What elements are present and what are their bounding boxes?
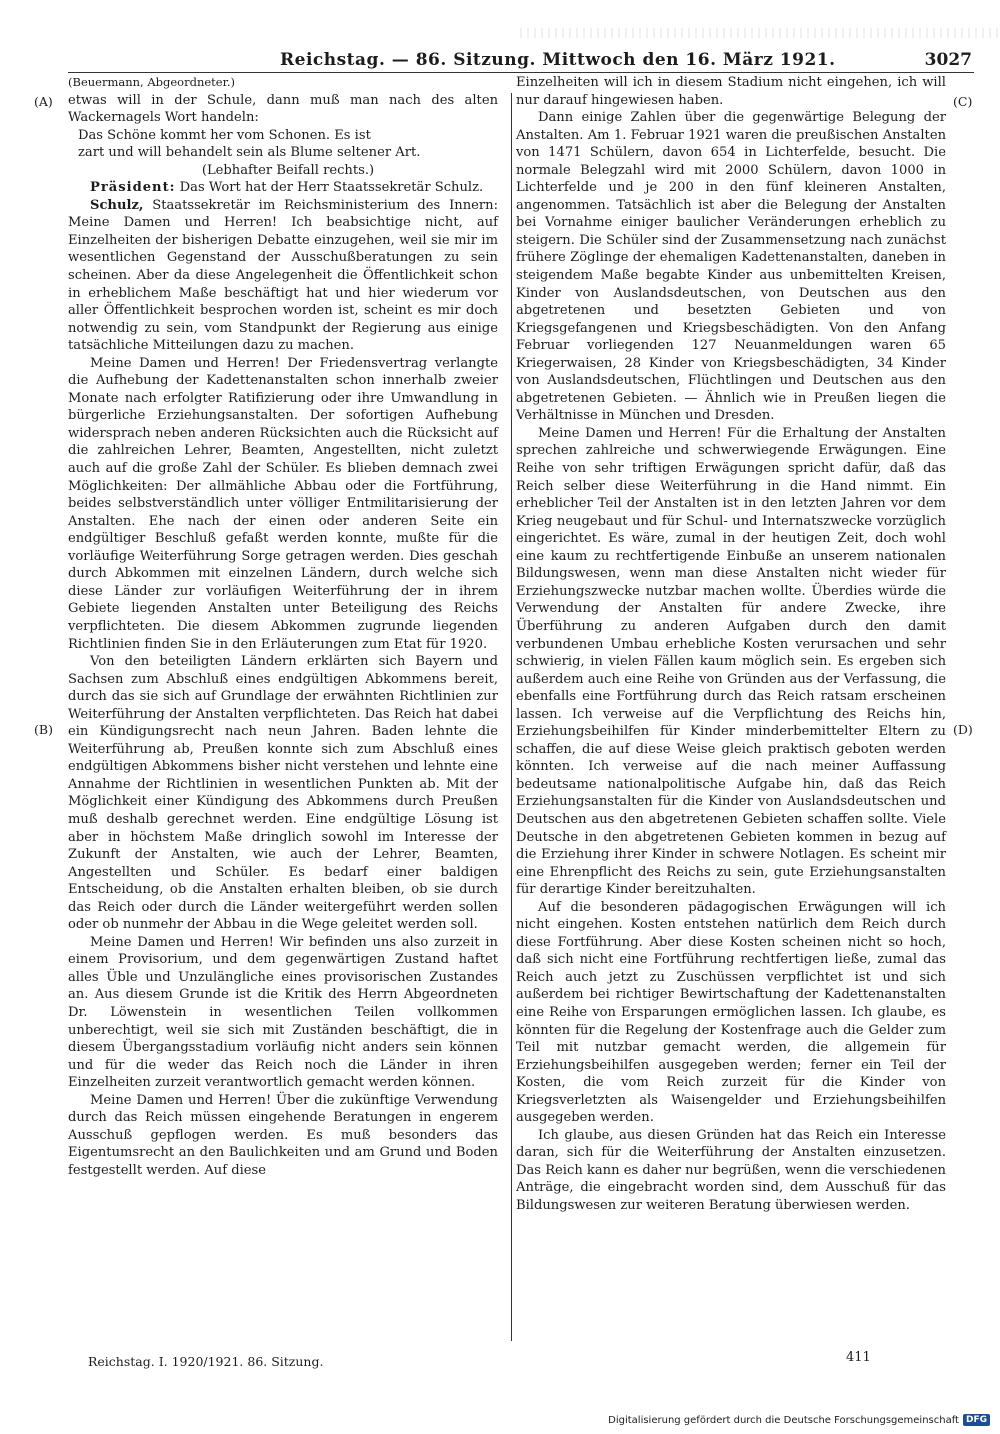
margin-marker-b: (B) (34, 722, 53, 737)
paragraph (68, 197, 498, 355)
paragraph: Meine Damen und Herren! Über die zukünftige Verwendung durch das Reich müssen eingehende Beratungen in engerem Ausschuß gepflogen werden. Es muß besonders das Eigentumsrecht an den Baulichkeiten und am Grund und Boden festgestellt werden. Auf diese (68, 1092, 498, 1178)
page-number: 3027 (924, 50, 972, 70)
column-divider (511, 93, 512, 1341)
paragraph-text: Staatssekretär im Reichsministerium des Innern: Meine Damen und Herren! Ich beabsichtige nicht, auf Einzelheiten der bisherigen Debatte einzugehen, weil sie mir im wesentlichen Gegenstand der Ausschußberatungen zu sein scheinen. Aber da diese Angelegenheit die Öffentlichkeit schon in erheblichem Maße beschäftigt hat und hier wiederum vor aller Öffentlichkeit besprochen worden ist, scheint es mir doch notwendig zu sein, vom Standpunkt der Regierung aus einige tatsächliche Mitteilungen dazu zu machen. (68, 197, 498, 354)
margin-marker-a: (A) (34, 94, 53, 109)
scan-artifact (520, 28, 1000, 38)
digitization-text: Digitalisierung gefördert durch die Deutsche Forschungsgemeinschaft (608, 1414, 959, 1426)
paragraph: Dann einige Zahlen über die gegenwärtige Belegung der Anstalten. Am 1. Februar 1921 waren die preußischen Anstalten von 1471 Schülern, davon 654 in Lichterfelde, besucht. Die normale Belegzahl wird mit 2000 Schülern, davon 1000 in Lichterfelde und je 200 in den fünf kleineren Anstalten, angenommen. Tatsächlich ist aber die Belegung der Anstalten bei Vornahme einiger baulicher Veränderungen erheblich zu steigern. Die Schüler sind der Zusammensetzung nach zunächst frühere Zöglinge der ehemaligen Kadettenanstalten, daneben in steigendem Maße begabte Kinder aus unbemittelten Kreisen, Kinder von Auslandsdeutschen, von Deutschen aus den abgetretenen und besetzten Gebieten und von Kriegsgefangenen und Kriegsbeschädigten. Von den Anfang Februar vorliegenden 127 Neuanmeldungen waren 65 Kriegerwaisen, 28 Kinder von Kriegsbeschädigten, 34 Kinder von Auslandsdeutschen, Flüchtlingen und Deutschen aus den abgetretenen Gebieten. — Ähnlich wie in Preußen liegen die Verhältnisse in München und Dresden. (516, 110, 946, 424)
paragraph: Einzelheiten will ich in diesem Stadium nicht eingehen, ich will nur darauf hingewiesen haben. (516, 75, 946, 108)
paragraph: Von den beteiligten Ländern erklärten sich Bayern und Sachsen zum Abschluß eines endgültigen Abkommens bereit, durch das sie sich auf Grundlage der erwähnten Richtlinien zur Weiterführung der Anstalten verpflichteten. Das Reich hat dabei ein Kündigungsrecht nach neun Jahren. Baden lehnte die Weiterführung ab, Preußen konnte sich zum Abschluß eines endgültigen Abkommens bisher nicht verstehen und lehnte eine Annahme der Richtlinien in wesentlichen Punkten ab. Mit der Möglichkeit einer Kündigung des Abkommens durch Preußen muß deshalb gerechnet werden. Eine endgültige Lösung ist aber in höchstem Maße dringlich sowohl im Interesse der Zukunft der Anstalten, wie auch der Lehrer, Beamten, Angestellten und Schüler. Es bedarf einer baldigen Entscheidung, ob die Anstalten erhalten bleiben, ob sie durch das Reich oder durch die Länder weitergeführt werden sollen oder ob nunmehr der Abbau in die Wege geleitet werden soll. (68, 654, 498, 933)
paragraph: Meine Damen und Herren! Wir befinden uns also zurzeit in einem Provisorium, und dem gegenwärtigen Zustand haftet alles Üble und Unzulängliche eines provisorischen Zustandes an. Aus diesem Grunde ist die Kritik des Herrn Abgeordneten Dr. Löwenstein in wesentlichen Teilen vollkommen unberechtigt, weil sie sich mit Zuständen beschäftigt, die in diesem Übergangsstadium vorläufig nicht anders sein können und für die weder das Reich noch die Länder in ihren Einzelheiten zurzeit verantwortlich gemacht werden können. (68, 934, 498, 1091)
paragraph: etwas will in der Schule, dann muß man nach des alten Wackernagels Wort handeln: (68, 92, 498, 126)
quotation (68, 127, 498, 180)
quote-line: (Lebhafter Beifall rechts.) (201, 162, 375, 178)
speaker-name: Präsident: (90, 180, 176, 196)
margin-marker-d: (D) (953, 722, 973, 737)
paragraph-text: Das Wort hat der Herr Staatssekretär Schulz. (179, 180, 484, 196)
paragraph: Meine Damen und Herren! Für die Erhaltung der Anstalten sprechen zahlreiche und schwerwiegende Erwägungen. Eine Reihe von sehr triftigen Erwägungen spricht dafür, daß das Reich selber diese Weiterführung in die Hand nimmt. Ein erheblicher Teil der Anstalten ist in den letzten Jahren vor dem Krieg neugebaut und für Schul- und Internatszwecke vorzüglich eingerichtet. Es wäre, zumal in der heutigen Zeit, doch wohl eine kaum zu rechtfertigende Einbuße an unserem nationalen Bildungswesen, wenn man diese Anstalten nicht wieder für Erziehungszwecke nutzbar machen wollte. Überdies würde die Verwendung der Anstalten für andere Zwecke, ihre Überführung zu anderen Aufgaben durch den damit verbundenen Umbau erhebliche Kosten verursachen und sehr schwierig, in vielen Fällen kaum möglich sein. Es ergeben sich außerdem auch eine Reihe von Gründen aus der Verfassung, die ebenfalls eine Fortführung durch das Reich ratsam erscheinen lassen. Ich verweise auf die Verpflichtung des Reichs hin, Erziehungsbeihilfen für Kinder minderbemittelter Eltern zu schaffen, die auf diese Weise gleich praktisch geboten werden könnten. Ich verweise auf die nach meiner Auffassung bedeutsame nationalpolitische Aufgabe hin, daß das Reich Erziehungsanstalten für die Kinder von Auslandsdeutschen und Deutschen aus den abgetretenen Gebieten schaffen sollte. Viele Deutsche in den abgetretenen Gebieten kommen in bezug auf die Erziehung ihrer Kinder in schwere Notlagen. Es scheint mir eine Ehrenpflicht des Reichs zu sein, gute Erziehungsanstalten für derartige Kinder bereitzuhalten. (516, 425, 946, 898)
dfg-logo-icon: DFG (963, 1414, 990, 1426)
paragraph: Ich glaube, aus diesen Gründen hat das Reich ein Interesse daran, sich für die Weiterführung der Anstalten einzusetzen. Das Reich kann es daher nur begrüßen, wenn die verschiedenen Anträge, die eingebracht worden sind, dem Ausschuß für das Bildungswesen zur weiteren Beratung überwiesen werden. (516, 1127, 946, 1213)
page-header (80, 44, 972, 70)
right-column (516, 74, 946, 1215)
header-rule (68, 72, 974, 73)
paragraph: Auf die besonderen pädagogischen Erwägungen will ich nicht eingehen. Kosten entstehen natürlich dem Reich durch diese Fortführung. Aber diese Kosten scheinen nicht so hoch, daß sich nicht eine Fortführung rechtfertigen ließe, zumal das Reich auch jetzt zu Zuschüssen verpflichtet ist und sich außerdem bei richtiger Bewirtschaftung der Kadettenanstalten eine Reihe von Ersparungen ermöglichen lassen. Ich glaube, es könnten für die Regelung der Kostenfrage auch die Gelder zum Teil mit nutzbar gemacht werden, die allgemein für Erziehungsbeihilfen ausgegeben werden; ferner ein Teil der Kosten, die vom Reich zurzeit für die Kinder von Kriegsverletzten als Waisengelder und Erziehungsbeihilfen ausgegeben werden. (516, 899, 946, 1126)
paragraph (68, 179, 498, 197)
running-title: Reichstag. — 86. Sitzung. Mittwoch den 16. März 1921. (280, 50, 836, 70)
paragraph: Meine Damen und Herren! Der Friedensvertrag verlangte die Aufhebung der Kadettenanstalten schon innerhalb zweier Monate nach erfolgter Ratifizierung oder ihre Umwandlung in bürgerliche Erziehungsanstalten. Der sofortigen Aufhebung widersprach neben anderen Rücksichten auch die Rücksicht auf die zahlreichen Lehrer, Beamten, Angestellten, nicht zuletzt auch auf die große Zahl der Schüler. Es blieben demnach zwei Möglichkeiten: Der allmähliche Abbau oder die Fortführung, beides selbstverständlich unter völliger Entmilitarisierung der Anstalten. Ehe nach der einen oder anderen Seite ein endgültiger Beschluß gefaßt werden konnte, mußte für die vorläufige Weiterführung Sorge getragen werden. Dies geschah durch Abkommen mit einzelnen Ländern, durch welche sich diese Länder zur vorläufigen Weiterführung der in ihrem Gebiete liegenden Anstalten unter Beteiligung des Reichs verpflichteten. Die diesem Abkommen zugrunde liegenden Richtlinien finden Sie in den Erläuterungen zum Etat für 1920. (68, 355, 498, 652)
digitization-note (608, 1414, 990, 1426)
quote-line: Das Schöne kommt her vom Schonen. Es ist (78, 127, 371, 143)
signature-number: 411 (846, 1350, 871, 1365)
footer-citation: Reichstag. I. 1920/1921. 86. Sitzung. (88, 1354, 324, 1369)
quote-line: zart und will behandelt sein als Blume seltener Art. (78, 145, 421, 161)
speaker-name: Schulz, (90, 197, 144, 213)
margin-marker-c: (C) (953, 94, 973, 109)
speaker-note: (Beuermann, Abgeordneter.) (68, 75, 235, 89)
left-column (68, 74, 498, 1179)
